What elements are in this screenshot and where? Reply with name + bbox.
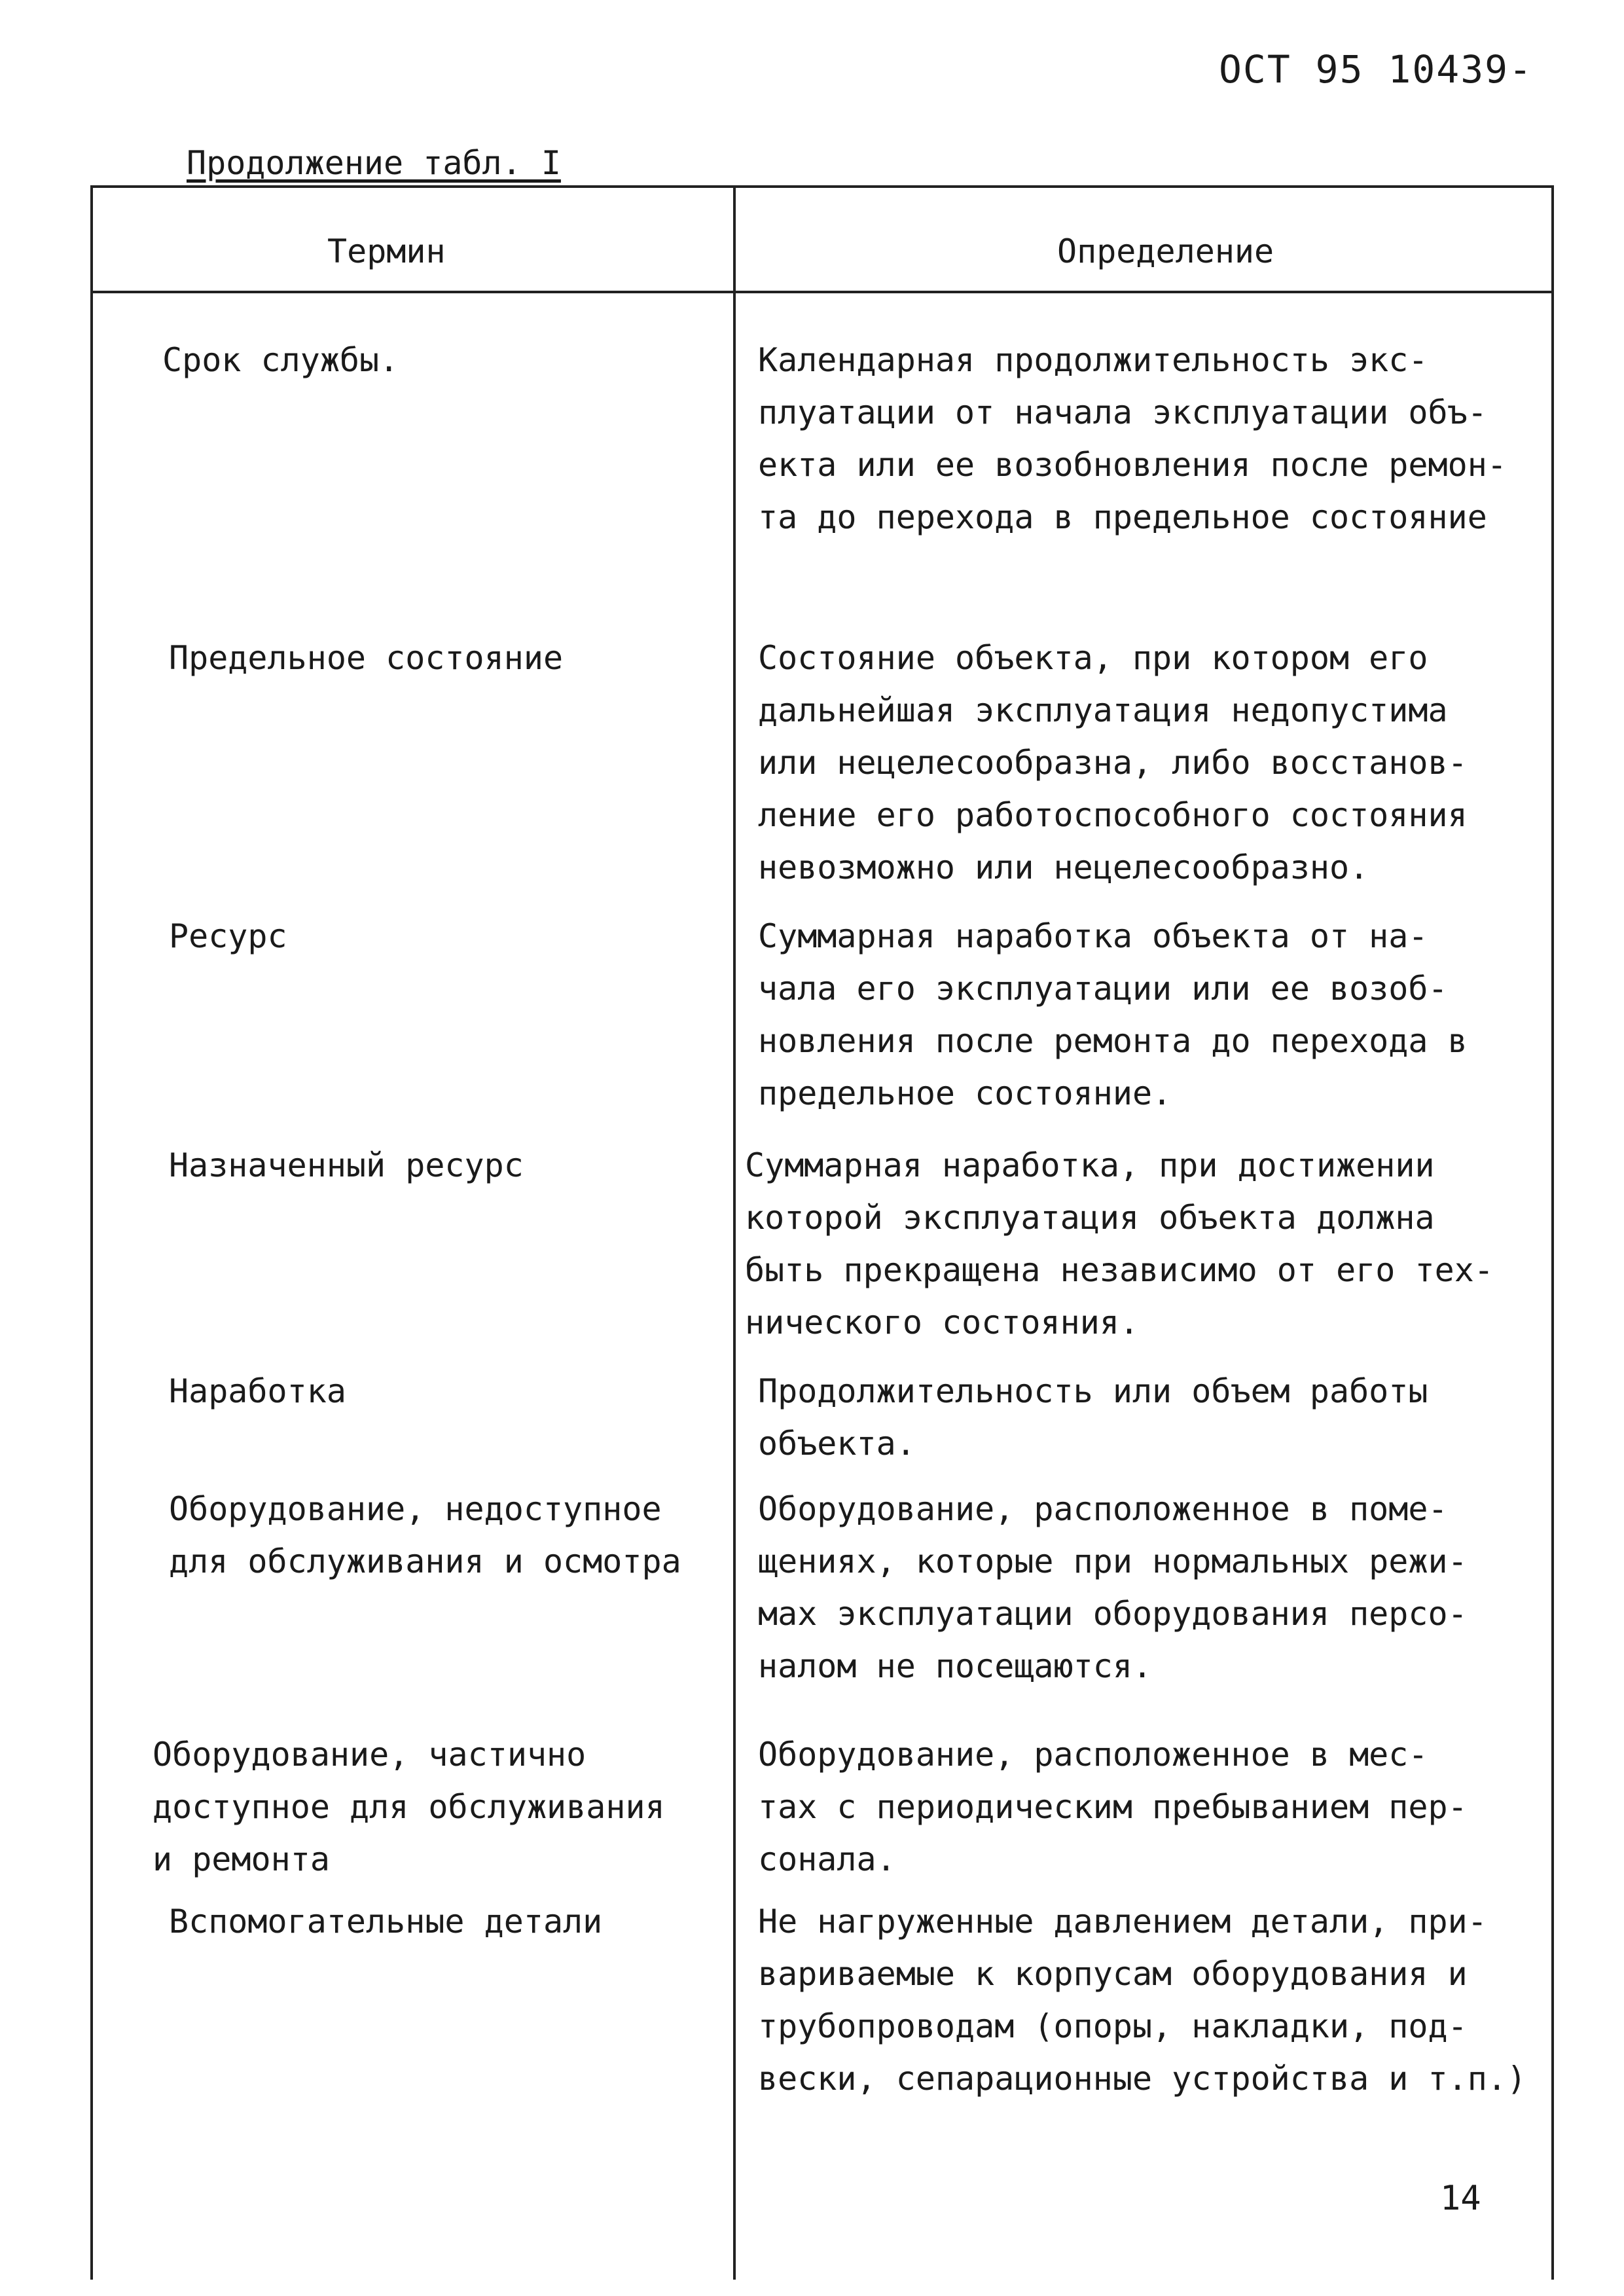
term-cell: Оборудование, частично доступное для обслуживания и ремонта (153, 1736, 665, 1878)
document-code: ОСТ 95 10439- (1219, 47, 1533, 92)
definition-cell: Оборудование, расположенное в мес- тах с периодическим пребыванием пер- сонала. (758, 1736, 1468, 1878)
header-divider (93, 291, 1551, 293)
term-cell: Назначенный ресурс (169, 1146, 524, 1184)
column-header-term: Термин (327, 232, 446, 270)
term-cell: Ресурс (169, 917, 287, 955)
column-divider (733, 188, 736, 2280)
term-cell: Оборудование, недоступное для обслуживания и осмотра (169, 1490, 681, 1580)
definition-cell: Календарная продолжительность экс- плуатации от начала эксплуатации объ- екта или ее возобновления после ремон- та до перехода в предельное состояние (758, 341, 1507, 536)
term-cell: Вспомогательные детали (169, 1903, 603, 1941)
term-cell: Срок службы. (162, 341, 399, 379)
definition-cell: Суммарная наработка объекта от на- чала его эксплуатации или ее возоб- новления после ремонта до перехода в предельное состояние. (758, 917, 1468, 1112)
definition-cell: Не нагруженные давлением детали, при- вариваемые к корпусам оборудования и трубопроводам (опоры, накладки, под- вески, сепарационные устройства и т.п.) (758, 1903, 1526, 2098)
term-cell: Наработка (169, 1372, 346, 1410)
page-number: 14 (1440, 2179, 1481, 2218)
column-header-definition: Определение (1057, 232, 1274, 270)
definition-cell: Оборудование, расположенное в поме- щениях, которые при нормальных режи- мах эксплуатации оборудования персо- налом не посещаются. (758, 1490, 1468, 1685)
definition-cell: Состояние объекта, при котором его дальнейшая эксплуатация недопустима или нецелесообразна, либо восстанов- ление его работоспособного состояния невозможно или нецелесообразно. (758, 639, 1468, 886)
definition-cell: Суммарная наработка, при достижении которой эксплуатация объекта должна быть прекращена независимо от его тех- нического состояния. (745, 1146, 1494, 1341)
definition-cell: Продолжительность или объем работы объекта. (758, 1372, 1428, 1463)
term-cell: Предельное состояние (169, 639, 564, 677)
table-caption: Продолжение табл. I (187, 144, 561, 182)
